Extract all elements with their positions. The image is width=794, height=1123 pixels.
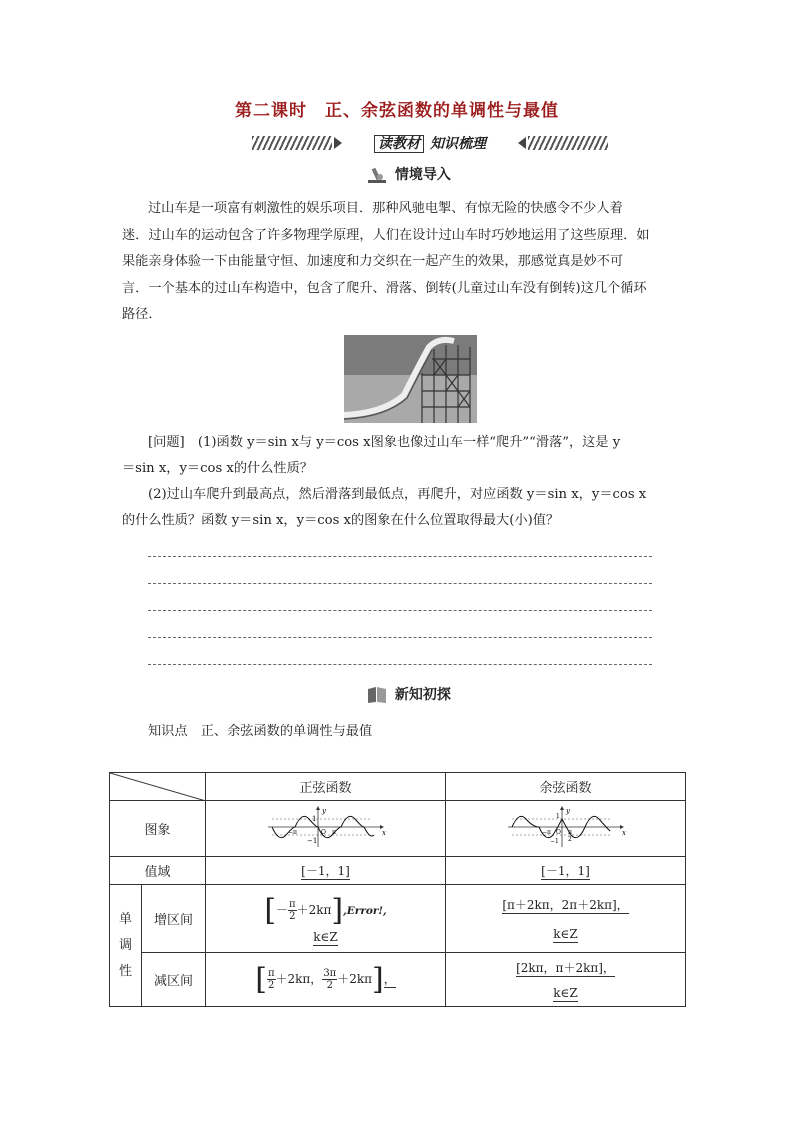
sin-dec-den1: 2 [268, 980, 275, 991]
sin-inc-fraction [288, 899, 297, 922]
banner-stripes-left [252, 136, 332, 150]
sin-graph-pi: π [331, 828, 336, 836]
cos-graph-neg-pi: −π [541, 828, 551, 836]
question-block [122, 430, 678, 534]
cos-range-value: [－1，1] [541, 864, 590, 878]
intro-line: 迷．过山车的运动包含了许多物理学原理，人们在设计过山车时巧妙地运用了这些原理．如 [122, 227, 650, 243]
cos-graph-neg-one: −1 [549, 837, 559, 845]
row-label-dec: 减区间 [142, 953, 206, 1007]
bracket-right: ] [372, 962, 384, 997]
page-title: 第二课时 正、余弦函数的单调性与最值 [235, 101, 559, 121]
microscope-icon [366, 165, 388, 185]
banner-arrow-right-icon [518, 137, 526, 149]
answer-line [148, 664, 652, 665]
header-cos: 余弦函数 [446, 773, 686, 801]
cos-inc-line [446, 896, 685, 913]
answer-line [148, 583, 652, 584]
bracket-left: [ [255, 962, 267, 997]
sin-inc-line [206, 893, 445, 928]
sin-range-value: [－1，1] [301, 864, 350, 878]
cos-graph-origin: O [555, 828, 561, 836]
sin-inc-den: 2 [289, 911, 296, 922]
roller-coaster-image [344, 335, 477, 423]
answer-line [148, 637, 652, 638]
sin-graph-origin: O [320, 828, 326, 836]
cos-graph [506, 805, 626, 849]
roller-coaster-photo [344, 335, 477, 423]
sin-inc-k [206, 930, 445, 944]
diagonal-line [110, 773, 206, 801]
cos-graph-two: 2 [567, 835, 572, 843]
row-label-graph: 图象 [110, 801, 206, 857]
cos-dec-k-text: k∈Z [553, 986, 578, 1000]
sin-graph-y-label: y [321, 806, 326, 815]
sin-dec-fraction2 [322, 968, 337, 991]
cos-inc-k-text: k∈Z [553, 927, 578, 941]
section-heading-new-text: 新知初探 [394, 687, 451, 703]
section-heading-intro [366, 164, 451, 185]
question-line: [问题] (1)函数 y＝sin x与 y＝cos x图象也像过山车一样“爬升”“滑落”，这是 y [148, 435, 621, 450]
cos-graph-one: 1 [555, 812, 560, 820]
section-banner [252, 133, 608, 153]
function-table [109, 772, 686, 1007]
sin-inc-error: ,Error!, [343, 905, 387, 917]
sin-dec-plus2: ＋2kπ [337, 972, 373, 986]
row-label-inc: 增区间 [142, 885, 206, 953]
question-line: (2)过山车爬升到最高点，然后滑落到最低点，再爬升，对应函数 y＝sin x，y＝cos x [148, 487, 647, 502]
sin-graph-one: 1 [311, 814, 316, 823]
cos-graph-cell [446, 801, 686, 857]
sin-decreasing [206, 953, 446, 1007]
sin-dec-plus1: ＋2kπ， [275, 972, 323, 986]
intro-line: 路径． [122, 307, 162, 322]
sin-graph-neg-one: −1 [306, 836, 317, 845]
sin-inc-plus: ＋2kπ [296, 903, 332, 917]
bracket-left: [ [264, 893, 277, 928]
cos-graph-pi: π [567, 828, 572, 836]
sin-dec-num2: 3π [323, 968, 337, 979]
cos-increasing [446, 885, 686, 953]
sin-dec-num1: π [267, 968, 275, 979]
sin-dec-den2: 2 [326, 980, 333, 991]
sin-graph-cell [206, 801, 446, 857]
cos-graph-y-label: y [565, 806, 570, 815]
sin-graph-neg-pi: −π [287, 828, 297, 836]
answer-line [148, 556, 652, 557]
intro-line: 过山车是一项富有刺激性的娱乐项目．那种风驰电掣、有惊无险的快感令不少人着 [148, 201, 623, 216]
cos-inc-text: [π＋2kπ，2π＋2kπ]， [502, 898, 629, 912]
sin-graph-x-label: x [381, 828, 386, 837]
sin-dec-fraction1 [267, 968, 276, 991]
sin-dec-tail: ， [383, 972, 396, 986]
section-heading-new [366, 684, 451, 705]
answer-line [148, 610, 652, 611]
banner-part2: 知识梳理 [430, 136, 486, 152]
cos-decreasing [446, 953, 686, 1007]
sin-increasing [206, 885, 446, 953]
row-label-mono-text: 单调性 [118, 911, 132, 979]
banner-label [352, 133, 508, 153]
intro-line: 果能亲身体验一下由能量守恒、加速度和力交织在一起产生的效果，那感觉真是妙不可 [122, 254, 624, 269]
question-line: ＝sin x，y＝cos x的什么性质？ [122, 461, 313, 476]
banner-part1: 读教材 [374, 135, 424, 153]
sin-inc-num: π [289, 899, 296, 910]
cos-dec-k [446, 986, 685, 1000]
cos-dec-text: [2kπ，π＋2kπ]， [516, 961, 615, 975]
banner-stripes-right [528, 136, 608, 150]
cos-range [446, 857, 686, 885]
section-heading-intro-text: 情境导入 [394, 167, 451, 183]
sin-range [206, 857, 446, 885]
banner-arrow-left-icon [334, 137, 342, 149]
bracket-right: ] [331, 893, 344, 928]
cos-dec-line [446, 959, 685, 976]
row-label-mono [110, 885, 142, 1007]
cos-graph-x-label: x [621, 828, 626, 837]
book-icon [366, 685, 388, 705]
knowledge-point: 知识点 正、余弦函数的单调性与最值 [148, 724, 373, 739]
header-corner [110, 773, 206, 801]
sin-inc-neg: － [276, 903, 289, 917]
intro-line: 言．一个基本的过山车构造中，包含了爬升、滑落、倒转(儿童过山车没有倒转)这几个循环 [122, 280, 647, 296]
header-sin: 正弦函数 [206, 773, 446, 801]
sin-graph [266, 805, 386, 849]
sin-inc-k-text: k∈Z [313, 930, 338, 944]
cos-inc-k [446, 927, 685, 941]
question-line: 的什么性质？函数 y＝sin x，y＝cos x的图象在什么位置取得最大(小)值？ [122, 513, 560, 528]
row-label-range: 值域 [110, 857, 206, 885]
intro-paragraph [122, 196, 678, 329]
